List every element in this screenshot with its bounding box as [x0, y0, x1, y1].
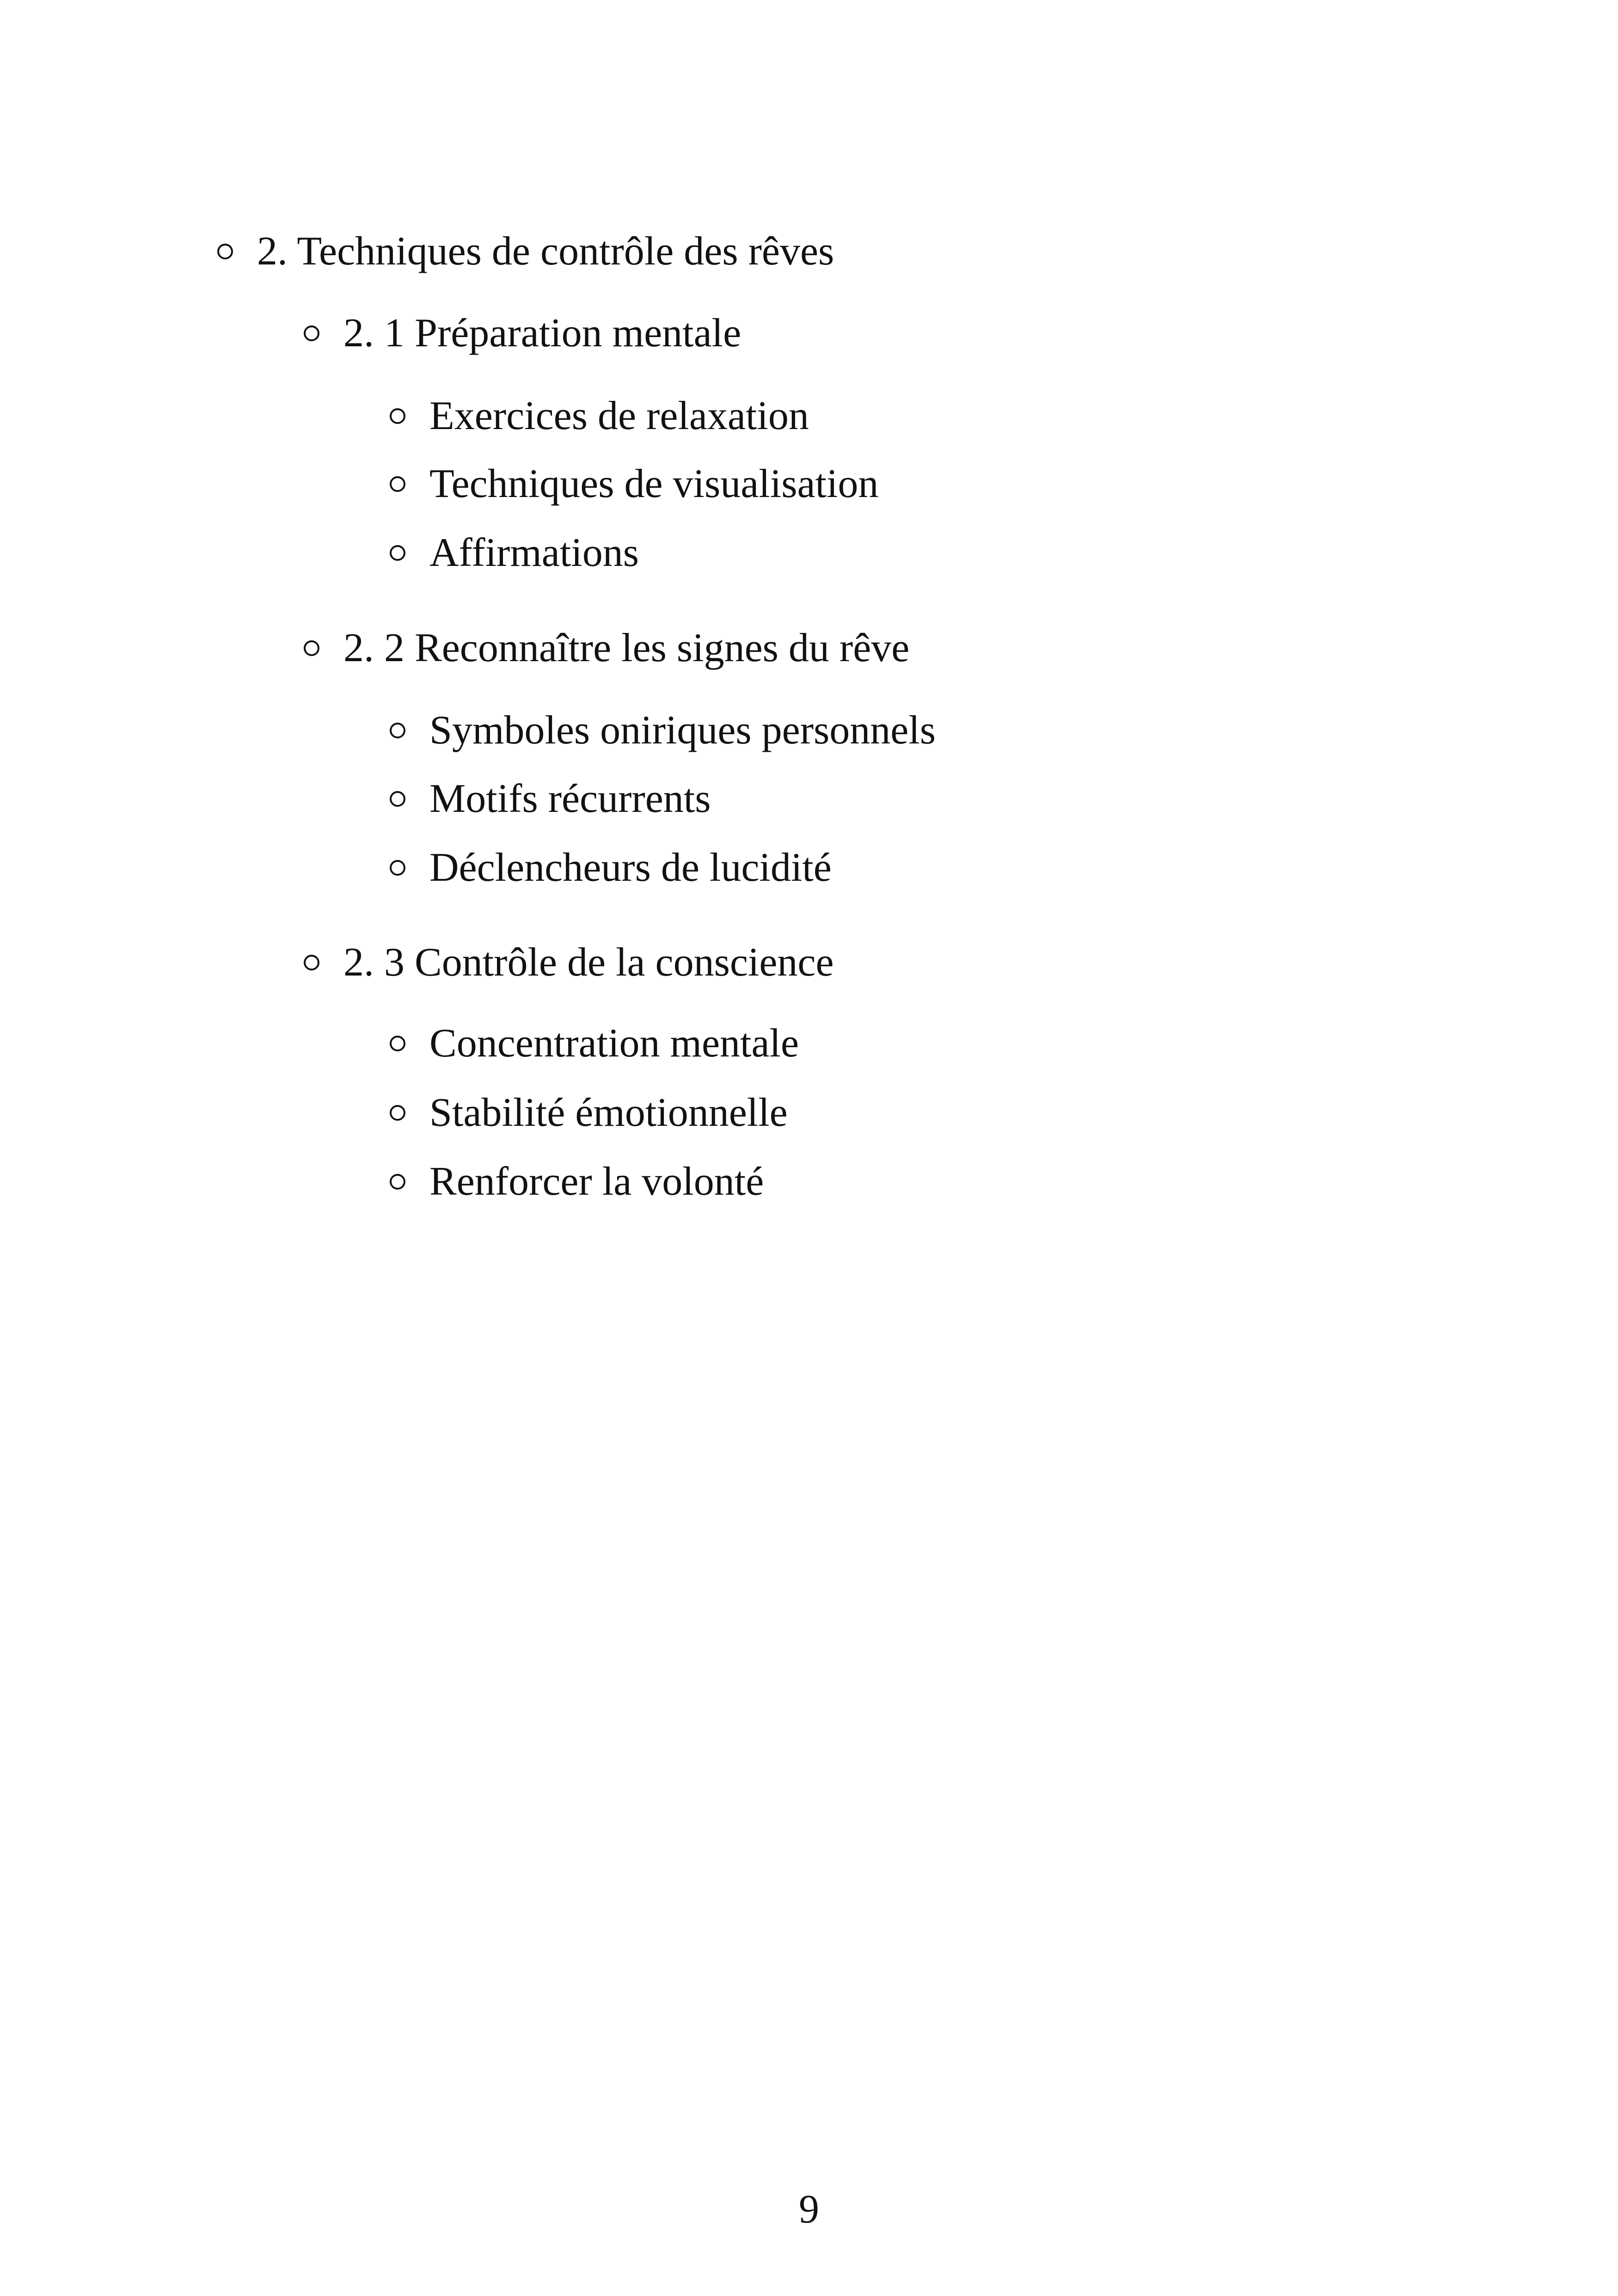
toc-item-label: Stabilité émotionnelle: [429, 1090, 788, 1135]
hollow-circle-bullet-icon: [390, 476, 405, 492]
hollow-circle-bullet-icon: [390, 723, 405, 738]
toc-item: [390, 1090, 788, 1135]
hollow-circle-bullet-icon: [390, 1174, 405, 1190]
toc-item-label: Concentration mentale: [429, 1021, 799, 1066]
hollow-circle-bullet-icon: [390, 408, 405, 424]
toc-subsection-2-1: [304, 313, 741, 354]
toc-item: [390, 710, 936, 751]
toc-section-title: 2. Techniques de contrôle des rêves: [257, 229, 834, 274]
toc-section-2: [217, 231, 834, 272]
hollow-circle-bullet-icon: [304, 325, 319, 341]
hollow-circle-bullet-icon: [390, 860, 405, 876]
hollow-circle-bullet-icon: [390, 545, 405, 561]
toc-subsection-2-2: [304, 628, 909, 669]
toc-item-label: Techniques de visualisation: [429, 461, 879, 506]
toc-subsection-title: 2. 2 Reconnaître les signes du rêve: [343, 626, 910, 670]
toc-item: [390, 393, 809, 438]
toc-item: [390, 530, 639, 575]
toc-item: [390, 1023, 799, 1064]
toc-item-label: Renforcer la volonté: [429, 1159, 764, 1204]
toc-item: [390, 1161, 764, 1202]
page-number: 9: [799, 2187, 819, 2232]
toc-item-label: Déclencheurs de lucidité: [429, 845, 832, 890]
toc-subsection-title: 2. 3 Contrôle de la conscience: [343, 940, 834, 985]
toc-item-label: Exercices de relaxation: [429, 393, 809, 438]
toc-subsection-2-3: [304, 942, 834, 983]
toc-item: [390, 461, 879, 506]
toc-item-label: Symboles oniriques personnels: [429, 708, 936, 753]
toc-item-label: Motifs récurrents: [429, 776, 711, 821]
hollow-circle-bullet-icon: [304, 640, 319, 656]
hollow-circle-bullet-icon: [304, 955, 319, 970]
hollow-circle-bullet-icon: [390, 1036, 405, 1051]
hollow-circle-bullet-icon: [390, 791, 405, 807]
toc-item: [390, 847, 832, 888]
hollow-circle-bullet-icon: [390, 1105, 405, 1121]
toc-item-label: Affirmations: [429, 530, 639, 575]
hollow-circle-bullet-icon: [217, 244, 233, 259]
toc-item: [390, 776, 711, 821]
toc-subsection-title: 2. 1 Préparation mentale: [343, 311, 742, 356]
